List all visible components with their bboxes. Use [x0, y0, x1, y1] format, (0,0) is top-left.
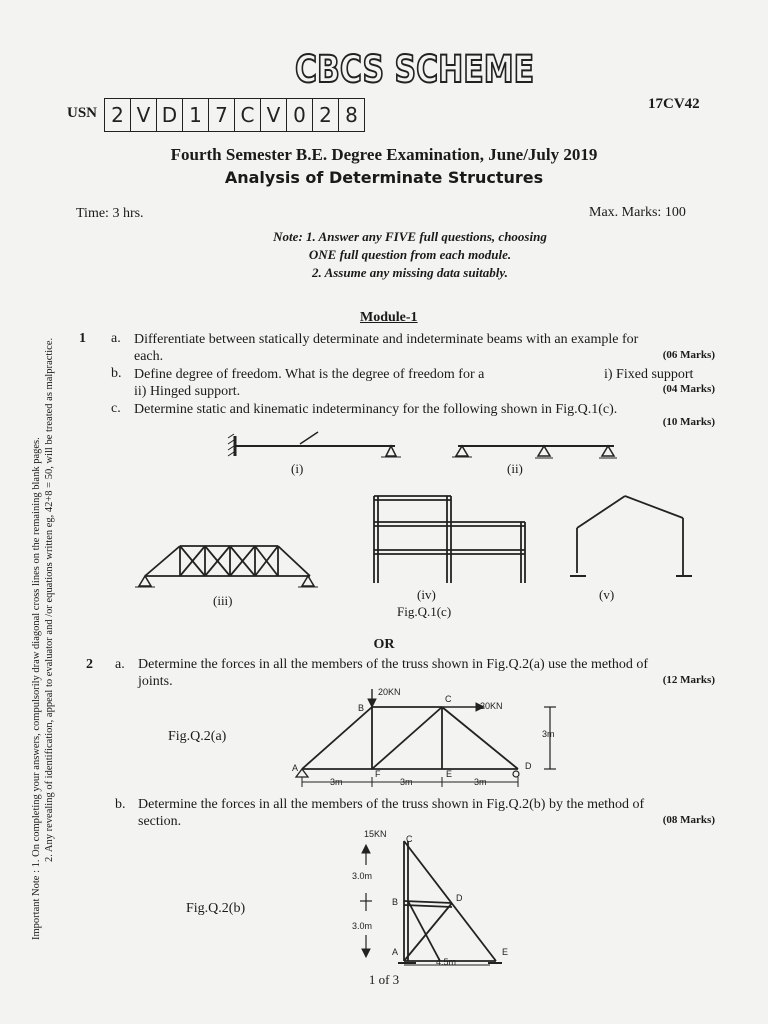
- dimension-label: 3.0m: [352, 921, 373, 931]
- usn-char: D: [157, 99, 183, 131]
- load-label: 20KN: [378, 687, 401, 697]
- node-label: E: [446, 769, 453, 779]
- usn-char: 8: [345, 103, 358, 127]
- usn-char: 1: [183, 99, 209, 131]
- node-label: A: [292, 763, 299, 773]
- marks-label: (10 Marks): [662, 416, 715, 428]
- course-code: 17CV42: [648, 96, 700, 112]
- question-line: Define degree of freedom. What is the degree of freedom for a: [134, 367, 485, 382]
- figure-caption: Fig.Q.1(c): [397, 604, 452, 619]
- node-label: A: [392, 947, 399, 957]
- node-label: E: [502, 947, 509, 957]
- instructions-note: [200, 228, 620, 282]
- figure-caption: Fig.Q.2(a): [168, 729, 227, 744]
- usn-boxes: [104, 98, 365, 132]
- span-label: 3m: [474, 777, 487, 787]
- important-note-line: 2. Any revealing of identification, appeal to evaluator and /or equations written eg, 42+8 = 50, will be treated as malpractice.: [44, 337, 55, 862]
- usn-char: V: [131, 99, 157, 131]
- figure-label: (i): [291, 461, 304, 476]
- page-number: 1 of 3: [368, 972, 400, 987]
- part-label: c.: [111, 401, 121, 416]
- usn-char: 2: [313, 99, 339, 131]
- figure-label: (iv): [417, 587, 436, 602]
- figure-q2a: [290, 685, 580, 790]
- max-marks: Max. Marks: 100: [589, 205, 686, 220]
- question-number: 1: [79, 331, 86, 346]
- usn-char: 0: [287, 99, 313, 131]
- question-line: each.: [134, 349, 164, 364]
- part-label: a.: [115, 657, 125, 672]
- question-line: ii) Hinged support.: [134, 384, 241, 399]
- part-label: a.: [111, 331, 121, 346]
- usn-label: USN: [67, 105, 98, 121]
- usn-char: C: [235, 99, 261, 131]
- or-divider: OR: [373, 637, 395, 652]
- figure-caption: Fig.Q.2(b): [186, 901, 246, 916]
- height-label: 3m: [542, 729, 555, 739]
- exam-time: Time: 3 hrs.: [76, 206, 144, 221]
- load-label: 20KN: [480, 701, 503, 711]
- important-note-line: Important Note : 1. On completing your answers, compulsorily draw diagonal cross lines on the remaining blank pages.: [31, 437, 42, 940]
- node-label: B: [358, 703, 365, 713]
- load-label: 15KN: [364, 829, 387, 839]
- question-line: Determine the forces in all the members of the truss shown in Fig.Q.2(a) use the method of: [138, 657, 649, 672]
- figure-label: (ii): [507, 461, 523, 476]
- question-line: Differentiate between statically determinate and indeterminate beams with an example for: [134, 332, 639, 347]
- usn-char: 2: [105, 99, 131, 131]
- part-label: b.: [115, 797, 126, 812]
- question-text: Determine static and kinematic indeterminancy for the following shown in Fig.Q.1(c).: [134, 402, 618, 417]
- dimension-label: 4.5m: [436, 957, 457, 967]
- subject-title: Analysis of Determinate Structures: [224, 168, 544, 187]
- part-label: b.: [111, 366, 122, 381]
- usn-char: 7: [209, 99, 235, 131]
- node-label: F: [375, 769, 381, 779]
- node-label: C: [406, 834, 413, 844]
- question-text: i) Fixed support: [604, 367, 694, 382]
- question-line: Determine the forces in all the members of the truss shown in Fig.Q.2(b) by the method of: [138, 797, 645, 812]
- span-label: 3m: [400, 777, 413, 787]
- span-label: 3m: [330, 777, 343, 787]
- marks-label: (06 Marks): [662, 349, 715, 361]
- exam-title: Fourth Semester B.E. Degree Examination, June/July 2019: [170, 145, 598, 164]
- question-line: joints.: [138, 674, 173, 689]
- node-label: D: [525, 761, 532, 771]
- marks-label: (12 Marks): [662, 674, 715, 686]
- scheme-stamp: CBCS SCHEME: [295, 48, 535, 92]
- marks-label: (04 Marks): [662, 383, 715, 395]
- usn-char: V: [261, 99, 287, 131]
- figure-label: (v): [599, 587, 615, 602]
- figure-label: (iii): [213, 593, 233, 608]
- question-line: section.: [138, 814, 182, 829]
- figure-q2b: [340, 825, 520, 975]
- question-number: 2: [86, 657, 93, 672]
- note-line: ONE full question from each module.: [308, 247, 512, 262]
- note-line: Note: 1. Answer any FIVE full questions, choosing: [273, 229, 547, 244]
- note-line: 2. Assume any missing data suitably.: [312, 265, 508, 280]
- node-label: C: [445, 694, 452, 704]
- node-label: D: [456, 893, 463, 903]
- dimension-label: 3.0m: [352, 871, 373, 881]
- module-title: Module-1: [360, 310, 418, 325]
- question-text: [134, 366, 604, 400]
- node-label: B: [392, 897, 399, 907]
- figure-q1c: [0, 420, 768, 620]
- marks-label: (08 Marks): [662, 814, 715, 826]
